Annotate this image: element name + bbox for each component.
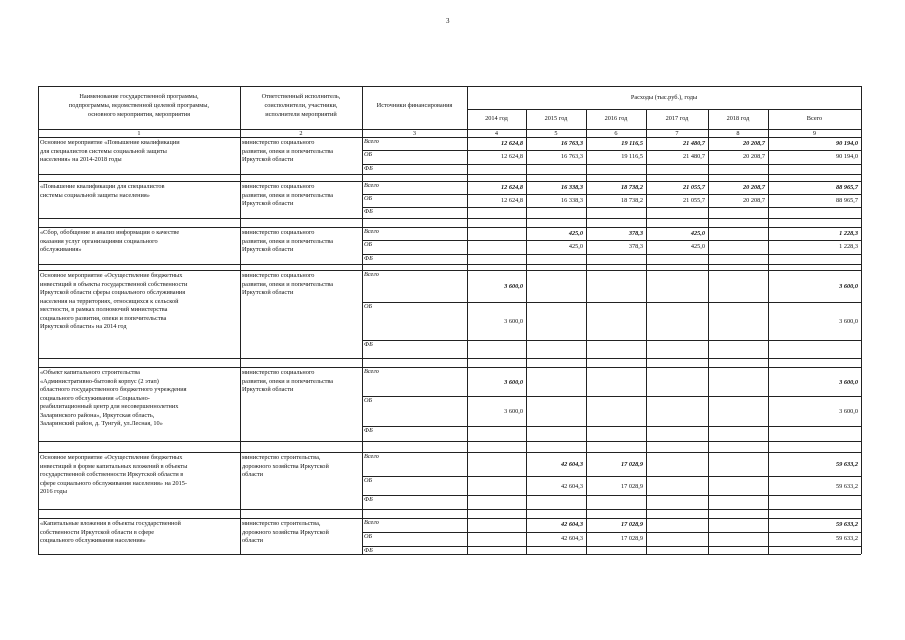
amount-cell: 20 208,7 bbox=[742, 197, 765, 204]
source-label: ФБ bbox=[364, 341, 373, 348]
measure-name-line: «Объект капитального строительства bbox=[40, 369, 140, 376]
measure-name-line: населения» на 2014-2018 годы bbox=[40, 156, 122, 163]
amount-cell: 1 228,3 bbox=[839, 230, 858, 237]
amount-cell: 1 228,3 bbox=[839, 243, 858, 250]
column-number: 7 bbox=[675, 129, 679, 137]
header-sources: Источники финансирования bbox=[376, 102, 453, 109]
amount-cell: 3 600,0 bbox=[504, 408, 523, 415]
amount-cell: 16 338,3 bbox=[560, 197, 583, 204]
amount-cell: 42 604,3 bbox=[560, 535, 583, 542]
source-row-divider bbox=[362, 396, 861, 397]
measure-name-line: Основное мероприятие «Повышение квалификации bbox=[40, 139, 180, 146]
amount-cell: 20 208,7 bbox=[742, 140, 765, 147]
amount-cell: 12 624,8 bbox=[500, 184, 523, 191]
column-number: 5 bbox=[554, 129, 558, 137]
row-bottom bbox=[38, 358, 861, 359]
column-number: 1 bbox=[137, 129, 141, 137]
amount-cell: 12 624,8 bbox=[500, 153, 523, 160]
executor-line: дорожного хозяйства Иркутской bbox=[242, 528, 329, 536]
source-label: ОБ bbox=[364, 533, 373, 540]
measure-name-line: «Сбор, обобщение и анализ информации о качестве bbox=[40, 229, 180, 236]
measure-name-line: инвестиций в форме капитальных вложений в объекты bbox=[40, 462, 188, 470]
header-year: 2014 год bbox=[485, 115, 508, 122]
amount-cell: 3 600,0 bbox=[839, 408, 858, 415]
source-row-divider bbox=[362, 150, 861, 151]
amount-cell: 425,0 bbox=[690, 243, 705, 250]
measure-name-line: «Повышение квалификации для специалистов bbox=[40, 183, 165, 190]
amount-cell: 3 600,0 bbox=[504, 379, 523, 386]
header-executor-line: исполнители мероприятий bbox=[265, 111, 337, 118]
page-number: 3 bbox=[446, 17, 450, 25]
source-row-divider bbox=[362, 546, 861, 547]
executor-line: министерство социального bbox=[242, 139, 315, 146]
amount-cell: 19 116,5 bbox=[621, 140, 643, 147]
amount-cell: 42 604,3 bbox=[560, 461, 583, 468]
amount-cell: 90 194,0 bbox=[835, 140, 858, 147]
amount-cell: 3 600,0 bbox=[504, 318, 523, 325]
column-divider bbox=[240, 86, 241, 554]
source-row-divider bbox=[362, 194, 861, 195]
source-label: Всего bbox=[364, 453, 379, 460]
column-number: 8 bbox=[736, 129, 740, 137]
row-top bbox=[38, 181, 861, 182]
executor-line: развития, опеки и попечительства bbox=[242, 280, 334, 288]
source-label: ОБ bbox=[364, 241, 373, 248]
amount-cell: 88 965,7 bbox=[835, 184, 858, 191]
executor-line: министерство строительства, bbox=[242, 520, 321, 527]
amount-cell: 425,0 bbox=[690, 230, 705, 237]
measure-name-line: социального обслуживания населения» bbox=[40, 537, 146, 544]
measure-name-line: сфере социального обслуживания населения» на 2015- bbox=[40, 479, 188, 487]
header-year: 2017 год bbox=[665, 115, 689, 122]
measure-name-line: государственной собственности Иркутской области в bbox=[40, 471, 184, 478]
source-row-divider bbox=[362, 532, 861, 533]
measure-name-line: оказания услуг организациями социального bbox=[40, 237, 158, 245]
header-year: 2015 год bbox=[544, 115, 568, 122]
amount-cell: 16 763,3 bbox=[560, 140, 583, 147]
amount-cell: 16 338,3 bbox=[560, 184, 583, 191]
measure-name-line: Заларинский район, д. Тунгуй, ул.Лесная, 10» bbox=[40, 420, 163, 427]
column-number: 3 bbox=[412, 129, 417, 137]
measure-name-line: Основное мероприятие «Осуществление бюджетных bbox=[40, 272, 183, 279]
row-bottom bbox=[38, 441, 861, 442]
measure-name-line: социального развития, опеки и попечительства bbox=[40, 314, 167, 322]
amount-cell: 425,0 bbox=[568, 230, 583, 237]
measure-name-line: 2016 годы bbox=[40, 488, 67, 495]
amount-cell: 18 738,2 bbox=[620, 197, 643, 204]
column-number: 2 bbox=[299, 129, 303, 137]
executor-line: Иркутской области bbox=[242, 200, 294, 207]
measure-name-line: областного государственного бюджетного учреждения bbox=[40, 386, 187, 393]
source-label: ФБ bbox=[364, 165, 373, 172]
amount-cell: 21 480,7 bbox=[682, 140, 705, 147]
source-row-divider bbox=[362, 340, 861, 341]
executor-line: Иркутской области bbox=[242, 386, 294, 393]
header-name-line: подпрограммы, ведомственной целевой программы, bbox=[68, 102, 210, 109]
measure-name-line: собственности Иркутской области в сфере bbox=[40, 528, 155, 536]
executor-line: Иркутской области bbox=[242, 156, 294, 163]
measure-name-line: для специалистов системы социальной защиты bbox=[40, 147, 167, 155]
source-row-divider bbox=[362, 207, 861, 208]
header-year: 2018 год bbox=[726, 115, 750, 122]
row-bottom bbox=[38, 174, 861, 175]
executor-line: развития, опеки и попечительства bbox=[242, 191, 334, 199]
header-expenses: Расходы (тыс.руб.), годы bbox=[630, 94, 698, 101]
column-number: 9 bbox=[812, 129, 817, 137]
measure-name-line: Основное мероприятие «Осуществление бюджетных bbox=[40, 454, 183, 461]
amount-cell: 378,3 bbox=[628, 230, 643, 237]
source-label: ФБ bbox=[364, 208, 373, 215]
measure-name-line: Иркутской области» на 2014 год bbox=[40, 323, 127, 330]
source-row-divider bbox=[362, 164, 861, 165]
source-label: Всего bbox=[364, 519, 379, 526]
row-bottom bbox=[38, 554, 861, 555]
amount-cell: 17 028,9 bbox=[620, 521, 643, 528]
source-label: Всего bbox=[364, 228, 379, 235]
amount-cell: 3 600,0 bbox=[839, 318, 858, 325]
table-border-top bbox=[38, 86, 861, 87]
source-row-divider bbox=[362, 426, 861, 427]
column-divider bbox=[362, 86, 363, 554]
table-border-left bbox=[38, 86, 39, 554]
executor-line: Иркутской области bbox=[242, 289, 294, 296]
column-number: 6 bbox=[614, 129, 618, 137]
column-divider bbox=[646, 109, 647, 554]
header-year: 2016 год bbox=[604, 115, 628, 122]
source-label: Всего bbox=[364, 271, 379, 278]
executor-line: министерство социального bbox=[242, 229, 315, 236]
amount-cell: 20 208,7 bbox=[742, 153, 765, 160]
source-row-divider bbox=[362, 495, 861, 496]
source-label: Всего bbox=[364, 182, 379, 189]
amount-cell: 42 604,3 bbox=[560, 521, 583, 528]
header-year: Всего bbox=[806, 115, 823, 122]
row-bottom bbox=[38, 509, 861, 510]
amount-cell: 3 600,0 bbox=[839, 283, 858, 290]
source-label: ОБ bbox=[364, 151, 373, 158]
header-executor-line: соисполнители, участники, bbox=[264, 102, 338, 109]
executor-line: министерство строительства, bbox=[242, 454, 321, 461]
source-label: ФБ bbox=[364, 547, 373, 554]
amount-cell: 21 480,7 bbox=[682, 153, 705, 160]
amount-cell: 90 194,0 bbox=[835, 153, 858, 160]
source-row-divider bbox=[362, 302, 861, 303]
amount-cell: 59 633,2 bbox=[835, 461, 858, 468]
executor-line: министерство социального bbox=[242, 272, 315, 279]
header-executor-line: Ответственный исполнитель, bbox=[261, 93, 341, 100]
source-label: ОБ bbox=[364, 195, 373, 202]
amount-cell: 3 600,0 bbox=[504, 283, 523, 290]
measure-name-line: «Административно-бытовой корпус (2 этап) bbox=[40, 377, 159, 385]
source-label: Всего bbox=[364, 368, 379, 375]
source-row-divider bbox=[362, 240, 861, 241]
source-row-divider bbox=[362, 254, 861, 255]
measure-name-line: обслуживания» bbox=[40, 246, 82, 253]
table-border-right bbox=[861, 86, 862, 554]
source-label: ФБ bbox=[364, 255, 373, 262]
row-top bbox=[38, 270, 861, 271]
row-bottom bbox=[38, 218, 861, 219]
amount-cell: 12 624,8 bbox=[500, 197, 523, 204]
amount-cell: 17 028,9 bbox=[620, 483, 643, 490]
header-name-line: основного мероприятия, мероприятия bbox=[87, 111, 191, 118]
column-divider bbox=[708, 109, 709, 554]
amount-cell: 59 633,2 bbox=[835, 535, 858, 542]
source-label: ОБ bbox=[364, 477, 373, 484]
measure-name-line: системы социальной защиты населения» bbox=[40, 191, 150, 199]
executor-line: области bbox=[242, 537, 264, 544]
executor-line: министерство социального bbox=[242, 183, 315, 190]
amount-cell: 17 028,9 bbox=[620, 461, 643, 468]
header-name-line: Наименование государственной программы, bbox=[79, 93, 199, 100]
row-top bbox=[38, 518, 861, 519]
row-bottom bbox=[38, 264, 861, 265]
row-top bbox=[38, 452, 861, 453]
amount-cell: 42 604,3 bbox=[560, 483, 583, 490]
measure-name-line: «Капитальные вложения в объекты государственной bbox=[40, 520, 181, 527]
source-label: ОБ bbox=[364, 397, 373, 404]
amount-cell: 16 763,3 bbox=[560, 153, 583, 160]
executor-line: дорожного хозяйства Иркутской bbox=[242, 462, 329, 470]
executor-line: министерство социального bbox=[242, 369, 315, 376]
row-top bbox=[38, 367, 861, 368]
executor-line: развития, опеки и попечительства bbox=[242, 237, 334, 245]
amount-cell: 12 624,8 bbox=[500, 140, 523, 147]
measure-name-line: Заларинского района», Иркутская область, bbox=[40, 411, 155, 419]
source-label: Всего bbox=[364, 138, 379, 145]
amount-cell: 3 600,0 bbox=[839, 379, 858, 386]
source-row-divider bbox=[362, 476, 861, 477]
amount-cell: 18 738,2 bbox=[620, 184, 643, 191]
executor-line: развития, опеки и попечительства bbox=[242, 377, 334, 385]
executor-line: области bbox=[242, 471, 264, 478]
amount-cell: 425,0 bbox=[568, 243, 583, 250]
source-label: ФБ bbox=[364, 427, 373, 434]
amount-cell: 20 208,7 bbox=[742, 184, 765, 191]
amount-cell: 59 633,2 bbox=[835, 483, 858, 490]
source-label: ОБ bbox=[364, 303, 373, 310]
measure-name-line: Иркутской области сферы социального обслуживания bbox=[40, 289, 186, 296]
executor-line: развития, опеки и попечительства bbox=[242, 147, 334, 155]
row-top bbox=[38, 227, 861, 228]
amount-cell: 88 965,7 bbox=[835, 197, 858, 204]
amount-cell: 17 028,9 bbox=[620, 535, 643, 542]
measure-name-line: реабилитационный центр для несовершеннолетних bbox=[40, 403, 179, 410]
measure-name-line: местности, в рамках полномочий министерства bbox=[40, 306, 168, 313]
measure-name-line: населения на территориях, относящихся к сельской bbox=[40, 297, 179, 305]
measure-name-line: социального обслуживания «Социально- bbox=[40, 394, 150, 402]
column-number: 4 bbox=[494, 129, 499, 137]
source-label: ФБ bbox=[364, 496, 373, 503]
executor-line: Иркутской области bbox=[242, 246, 294, 253]
amount-cell: 21 055,7 bbox=[682, 197, 705, 204]
amount-cell: 59 633,2 bbox=[835, 521, 858, 528]
amount-cell: 19 116,5 bbox=[621, 153, 643, 160]
amount-cell: 378,3 bbox=[628, 243, 643, 250]
amount-cell: 21 055,7 bbox=[682, 184, 705, 191]
measure-name-line: инвестиций в объекты государственной собственности bbox=[40, 280, 188, 288]
